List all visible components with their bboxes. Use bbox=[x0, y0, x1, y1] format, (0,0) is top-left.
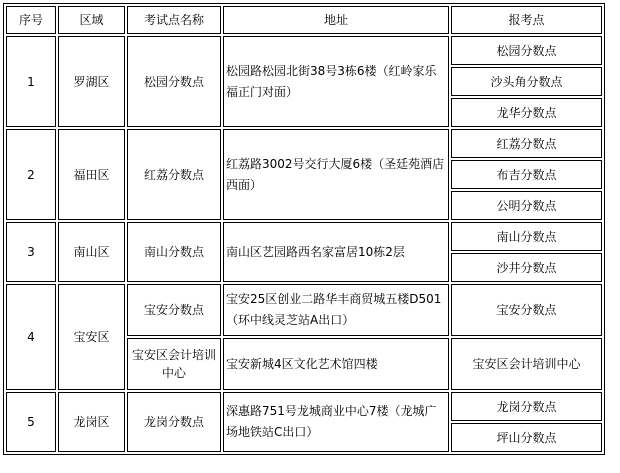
header-cell-no: 序号 bbox=[6, 6, 56, 34]
table-body bbox=[6, 36, 602, 452]
cell-registration-point: 龙华分数点 bbox=[451, 98, 602, 127]
cell-site-name: 南山分数点 bbox=[127, 222, 221, 282]
table-row bbox=[6, 392, 602, 421]
cell-address: 深惠路751号龙城商业中心7楼（龙城广场地铁站C出口） bbox=[223, 392, 449, 452]
cell-site-name: 龙岗分数点 bbox=[127, 392, 221, 452]
table-row bbox=[6, 36, 602, 65]
table-row bbox=[6, 129, 602, 158]
table-row bbox=[6, 222, 602, 251]
header-row bbox=[6, 6, 602, 34]
cell-site-name: 宝安区会计培训中心 bbox=[127, 338, 221, 390]
cell-registration-point: 龙岗分数点 bbox=[451, 392, 602, 421]
cell-registration-point: 松园分数点 bbox=[451, 36, 602, 65]
cell-site-name: 宝安分数点 bbox=[127, 284, 221, 336]
cell-registration-point: 宝安分数点 bbox=[451, 284, 602, 336]
cell-registration-point: 公明分数点 bbox=[451, 191, 602, 220]
cell-no: 5 bbox=[6, 392, 56, 452]
cell-registration-point: 宝安区会计培训中心 bbox=[451, 338, 602, 390]
cell-address: 南山区艺园路西名家富居10栋2层 bbox=[223, 222, 449, 282]
cell-site-name: 松园分数点 bbox=[127, 36, 221, 127]
cell-address: 红荔路3002号交行大厦6楼（圣廷苑酒店西面） bbox=[223, 129, 449, 220]
cell-region: 罗湖区 bbox=[58, 36, 125, 127]
table-row bbox=[6, 284, 602, 336]
cell-address: 松园路松园北街38号3栋6楼（红岭家乐福正门对面） bbox=[223, 36, 449, 127]
cell-address: 宝安25区创业二路华丰商贸城五楼D501（环中线灵芝站A出口） bbox=[223, 284, 449, 336]
cell-no: 4 bbox=[6, 284, 56, 390]
cell-registration-point: 布吉分数点 bbox=[451, 160, 602, 189]
cell-site-name: 红荔分数点 bbox=[127, 129, 221, 220]
header-cell-region: 区域 bbox=[58, 6, 125, 34]
cell-registration-point: 沙头角分数点 bbox=[451, 67, 602, 96]
header-cell-site-name: 考试点名称 bbox=[127, 6, 221, 34]
header-cell-address: 地址 bbox=[223, 6, 449, 34]
cell-no: 2 bbox=[6, 129, 56, 220]
cell-no: 3 bbox=[6, 222, 56, 282]
cell-registration-point: 坪山分数点 bbox=[451, 423, 602, 452]
cell-no: 1 bbox=[6, 36, 56, 127]
cell-registration-point: 沙井分数点 bbox=[451, 253, 602, 282]
cell-region: 宝安区 bbox=[58, 284, 125, 390]
cell-region: 龙岗区 bbox=[58, 392, 125, 452]
header-cell-registration-point: 报考点 bbox=[451, 6, 602, 34]
cell-address: 宝安新城4区文化艺术馆四楼 bbox=[223, 338, 449, 390]
table bbox=[3, 3, 605, 455]
cell-region: 福田区 bbox=[58, 129, 125, 220]
cell-registration-point: 红荔分数点 bbox=[451, 129, 602, 158]
cell-region: 南山区 bbox=[58, 222, 125, 282]
cell-registration-point: 南山分数点 bbox=[451, 222, 602, 251]
